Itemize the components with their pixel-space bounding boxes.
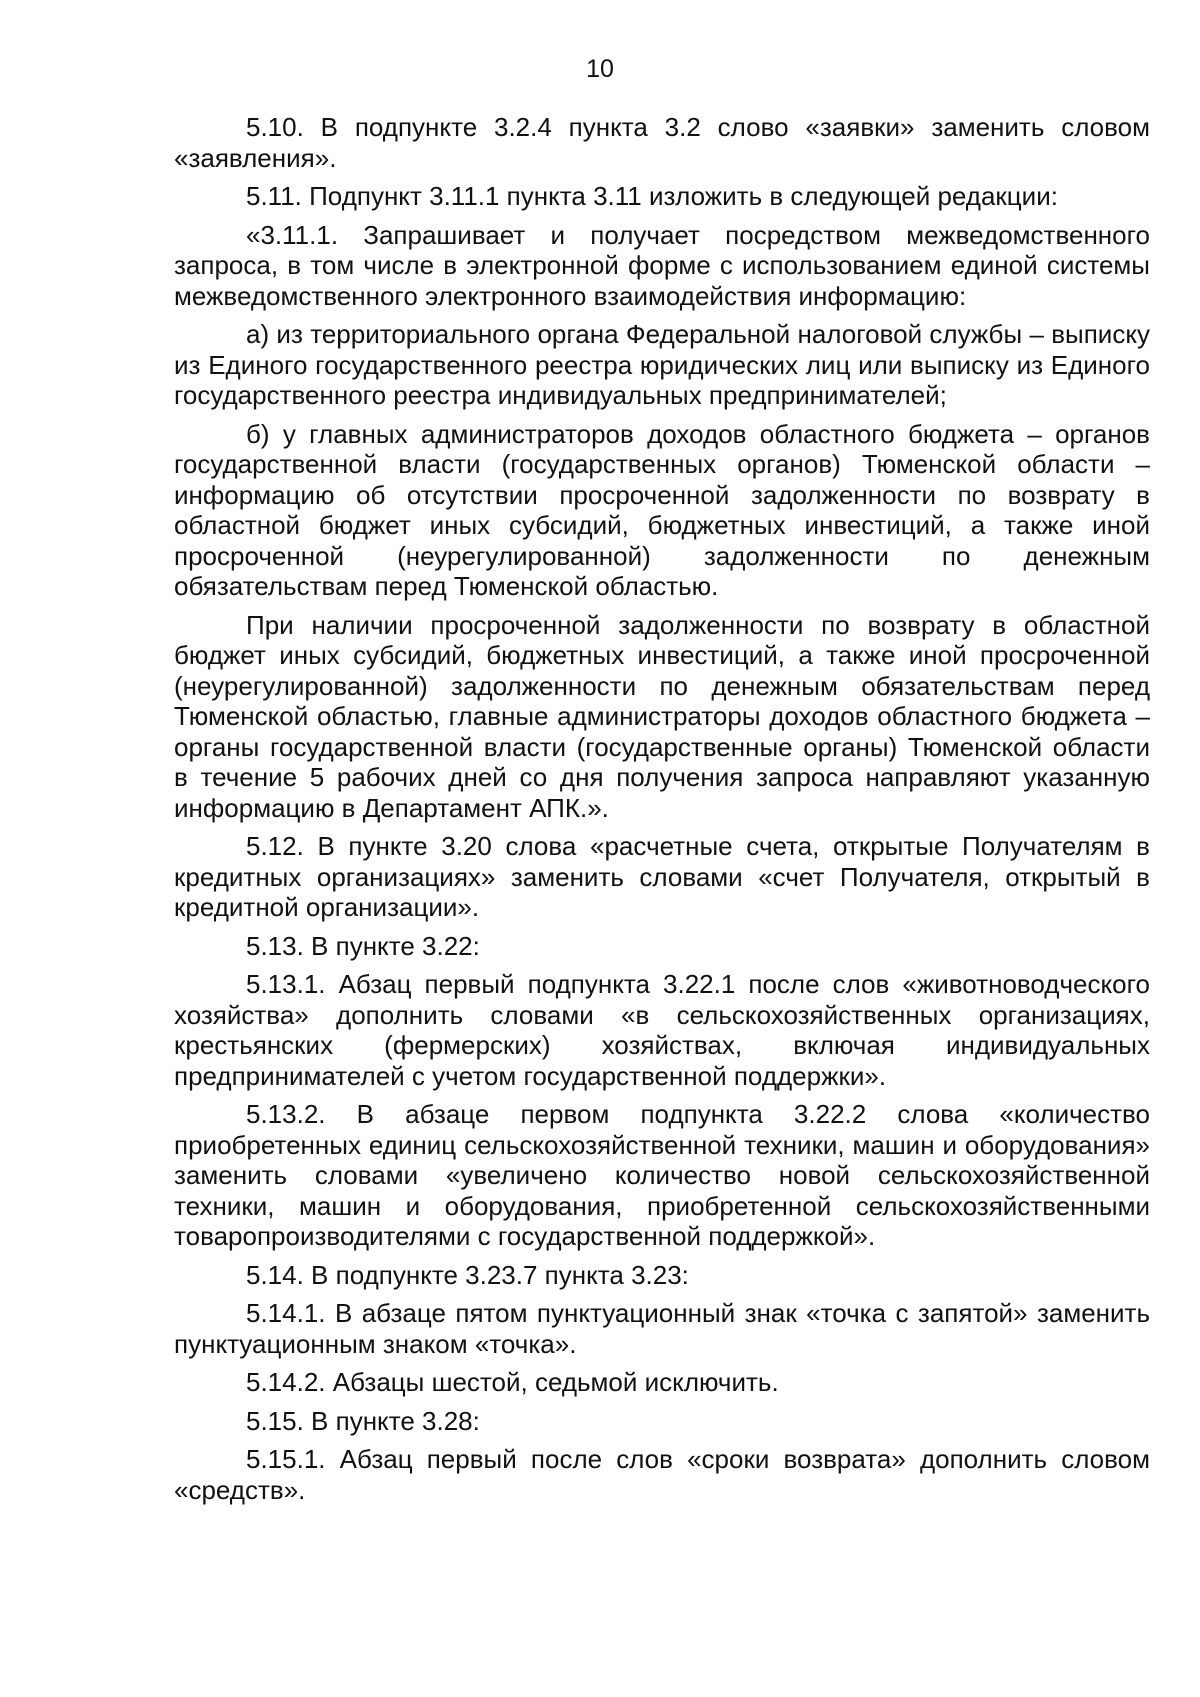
paragraph-5-12: 5.12. В пункте 3.20 слова «расчетные счета, открытые Получателям в кредитных организациях» заменить словами «счет Получателя, открытый в кредитной организации».	[174, 831, 1150, 922]
paragraph-item-a: а) из территориального органа Федеральной налоговой службы – выписку из Единого государственного реестра юридических лиц или выписку из Единого государственного реестра индивидуальных предпринимателей;	[174, 319, 1150, 410]
document-body	[174, 112, 1150, 1513]
paragraph-debt-notice: При наличии просроченной задолженности по возврату в областной бюджет иных субсидий, бюджетных инвестиций, а также иной просроченной (неурегулированной) задолженности по денежным обязательствам перед Тюменской областью, главные администраторы доходов областного бюджета – органы государственной власти (государственные органы) Тюменской области в течение 5 рабочих дней со дня получения запроса направляют указанную информацию в Департамент АПК.».	[174, 609, 1150, 823]
paragraph-5-14-2: 5.14.2. Абзацы шестой, седьмой исключить.	[246, 1367, 779, 1397]
paragraph-5-11: 5.11. Подпункт 3.11.1 пункта 3.11 изложить в следующей редакции:	[246, 181, 1058, 211]
paragraph-5-13-1: 5.13.1. Абзац первый подпункта 3.22.1 после слов «животноводческого хозяйства» дополнить словами «в сельскохозяйственных организациях, крестьянских (фермерских) хозяйствах, включая индивидуальных предпринимателей с учетом государственной поддержки».	[174, 969, 1150, 1091]
paragraph-item-b: б) у главных администраторов доходов областного бюджета – органов государственной власти (государственных органов) Тюменской области – информацию об отсутствии просроченной задолженности по возврату в областной бюджет иных субсидий, бюджетных инвестиций, а также иной просроченной (неурегулированной) задолженности по денежным обязательствам перед Тюменской областью.	[174, 418, 1150, 601]
page-number: 10	[586, 55, 614, 83]
paragraph-3-11-1: «3.11.1. Запрашивает и получает посредством межведомственного запроса, в том числе в электронной форме с использованием единой системы межведомственного электронного взаимодействия информацию:	[174, 219, 1150, 311]
paragraph-5-15-1: 5.15.1. Абзац первый после слов «сроки возврата» дополнить словом «средств».	[174, 1444, 1150, 1505]
paragraph-5-14: 5.14. В подпункте 3.23.7 пункта 3.23:	[246, 1259, 689, 1290]
paragraph-5-13: 5.13. В пункте 3.22:	[246, 930, 480, 961]
paragraph-5-14-1: 5.14.1. В абзаце пятом пунктуационный знак «точка с запятой» заменить пунктуационным знаком «точка».	[174, 1298, 1150, 1359]
paragraph-5-10: 5.10. В подпункте 3.2.4 пункта 3.2 слово «заявки» заменить словом «заявления».	[174, 112, 1150, 173]
paragraph-5-15: 5.15. В пункте 3.28:	[246, 1405, 480, 1436]
paragraph-5-13-2: 5.13.2. В абзаце первом подпункта 3.22.2 слова «количество приобретенных единиц сельскохозяйственной техники, машин и оборудования» заменить словами «увеличено количество новой сельскохозяйственной техники, машин и оборудования, приобретенной сельскохозяйственными товаропроизводителями с государственной поддержкой».	[174, 1099, 1150, 1251]
